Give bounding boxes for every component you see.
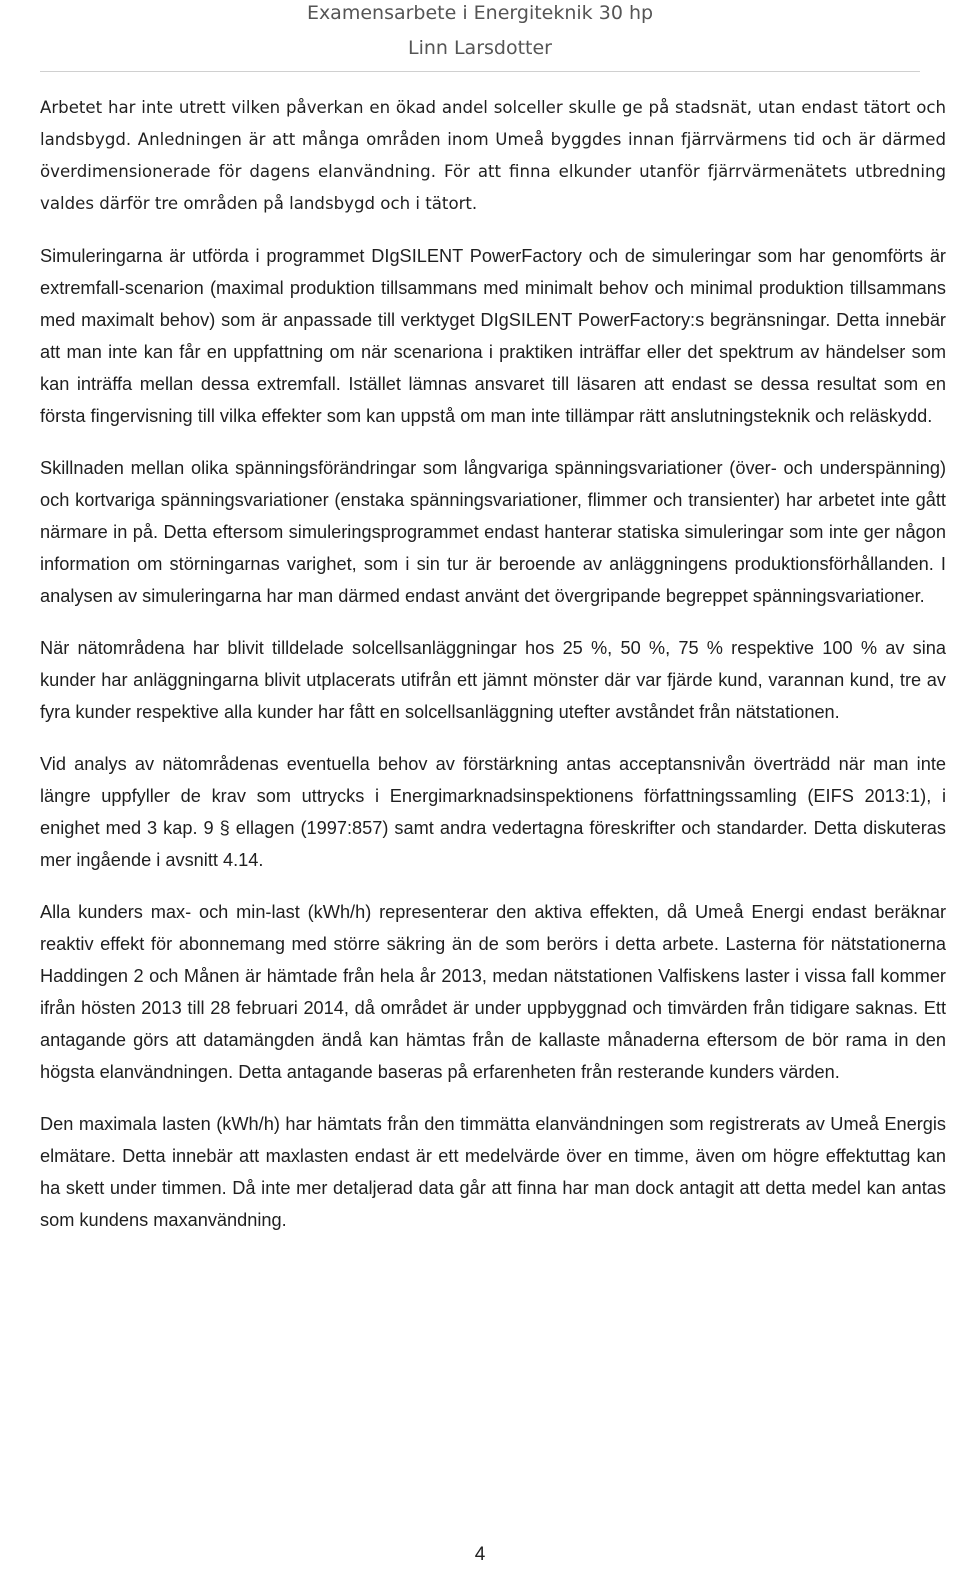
paragraph-acceptance-level: Vid analys av nätområdenas eventuella behov av förstärkning antas acceptansnivån överträdd när man inte längre uppfyller de krav som uttrycks i Energimarknadsinspektionens författningssamling (EIFS 2013:1), i enighet med 3 kap. 9 § ellagen (1997:857) samt andra vedertagna föreskrifter och standarder. Detta diskuteras mer ingående i avsnitt 4.14. [40,754,946,870]
paragraph-solar-placement: När nätområdena har blivit tilldelade solcellsanläggningar hos 25 %, 50 %, 75 % respektive 100 % av sina kunder har anläggningarna blivit utplacerats utifrån ett jämnt mönster där var fjärde kund, varannan kund, tre av fyra kunder respektive alla kunder har fått en solcellsanläggning utefter avståndet från nätstationen. [40,638,946,722]
paragraph-maximum-load: Den maximala lasten (kWh/h) har hämtats från den timmätta elanvändningen som registrerats av Umeå Energis elmätare. Detta innebär att maxlasten endast är ett medelvärde över en timme, även om högre effektuttag kan ha skett under timmen. Då inte mer detaljerad data går att finna har man dock antagit att detta medel kan antas som kundens maxanvändning. [40,1114,946,1230]
page-number: 4 [474,1544,486,1565]
header-thesis-title: Examensarbete i Energiteknik 30 hp [306,2,654,24]
header-rule [40,71,920,72]
running-header [0,0,960,72]
paragraph-voltage-variations: Skillnaden mellan olika spänningsförändringar som långvariga spänningsvariationer (över- och underspänning) och kortvariga spänningsvariationer (enstaka spänningsvariationer, flimmer och transienter) har arbetet inte gått närmare in på. Detta eftersom simuleringsprogrammet endast hanterar statiska simuleringar som inte ger någon information om störningarnas varighet, som i sin tur är beroende av anläggningens produktionsförhållanden. I analysen av simuleringarna har man därmed endast använt det övergripande begreppet spänningsvariationer. [40,458,946,606]
body-text [40,92,946,1256]
paragraph-scope: Arbetet har inte utrett vilken påverkan en ökad andel solceller skulle ge på stadsnät, utan endast tätort och landsbygd. Anledningen är att många områden inom Umeå byggdes innan fjärrvärmens tid och är därmed överdimensionerade för dagens elanvändning. För att finna elkunder utanför fjärrvärmenätets utbredning valdes därför tre områden på landsbygd och i tätort. [40,98,946,213]
paragraph-customer-loads: Alla kunders max- och min-last (kWh/h) representerar den aktiva effekten, då Umeå Energi endast beräknar reaktiv effekt för abonnemang med större säkring än de som berörs i detta arbete. Lasterna för nätstationerna Haddingen 2 och Månen är hämtade från hela år 2013, medan nätstationen Valfiskens laster i vissa fall kommer ifrån hösten 2013 till 28 februari 2014, då området är under uppbyggnad och timvärden från tidigare saknas. Ett antagande görs att datamängden ändå kan hämtas från de kallaste månaderna eftersom de bör rama in den högsta elanvändningen. Detta antagande baseras på erfarenheten från resterande kunders värden. [40,902,946,1082]
header-author: Linn Larsdotter [407,37,552,59]
paragraph-simulation: Simuleringarna är utförda i programmet DIgSILENT PowerFactory och de simuleringar som har genomförts är extremfall-scenarion (maximal produktion tillsammans med minimalt behov och minimal produktion tillsammans med maximalt behov) som är anpassade till verktyget DIgSILENT PowerFactory:s begränsningar. Detta innebär att man inte kan får en uppfattning om när scenariona i praktiken inträffar eller det spektrum av händelser som kan inträffa mellan dessa extremfall. Istället lämnas ansvaret till läsaren att endast se dessa resultat som en första fingervisning till vilka effekter som kan uppstå om man inte tillämpar rätt anslutningsteknik och reläskydd. [40,246,946,426]
